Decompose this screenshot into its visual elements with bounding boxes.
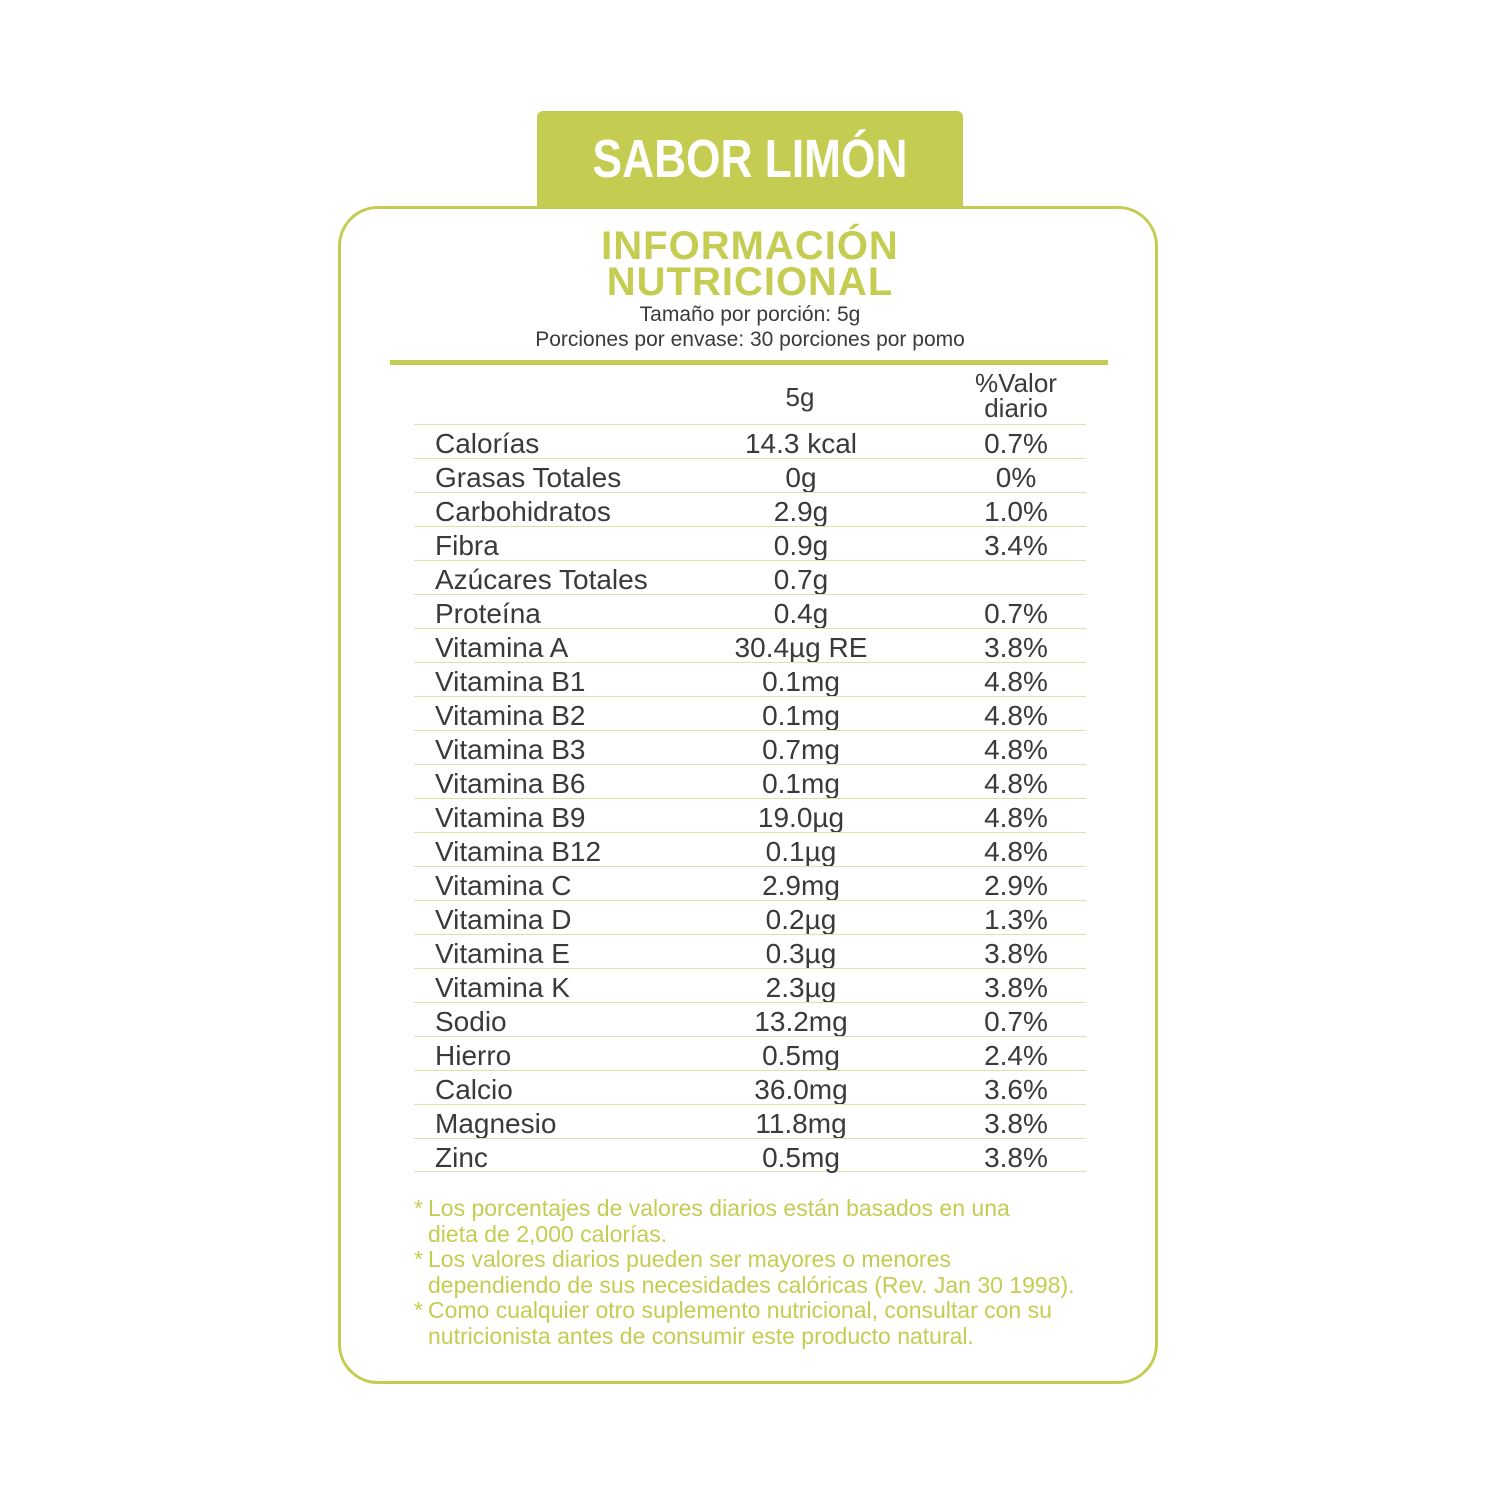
- table-row: [414, 492, 1086, 526]
- nutrient-daily-value: 1.0%: [984, 496, 1048, 527]
- footnote-line: Los porcentajes de valores diarios están basados en una: [428, 1195, 1010, 1221]
- nutrient-name: Vitamina B6: [435, 768, 586, 799]
- nutrient-daily-value: 4.8%: [984, 768, 1048, 799]
- nutrient-amount: 0.3µg: [765, 938, 837, 969]
- nutrient-amount: 0.2µg: [765, 904, 837, 935]
- nutrient-name: Grasas Totales: [435, 462, 622, 493]
- nutrient-daily-value: 4.8%: [984, 836, 1048, 867]
- title-line-1: INFORMACIÓN: [601, 224, 899, 268]
- nutrient-amount: 0.7mg: [762, 734, 840, 765]
- nutrient-daily-value: 3.8%: [984, 632, 1048, 663]
- table-row: [414, 730, 1086, 764]
- footnote-line: nutricionista antes de consumir este producto natural.: [428, 1322, 974, 1349]
- nutrient-name: Vitamina B2: [435, 700, 586, 731]
- table-row: [414, 1002, 1086, 1036]
- nutrient-name: Vitamina A: [435, 632, 569, 663]
- table-row: [414, 424, 1086, 458]
- footnote: [414, 1298, 1114, 1349]
- nutrient-amount: 0.1mg: [762, 768, 840, 799]
- nutrient-name: Vitamina D: [435, 904, 572, 935]
- nutrient-daily-value: 3.8%: [984, 1142, 1048, 1173]
- nutrient-name: Sodio: [435, 1006, 507, 1037]
- footnote: [414, 1247, 1114, 1298]
- nutrient-daily-value: 2.9%: [984, 870, 1048, 901]
- nutrient-amount: 2.9g: [773, 496, 829, 527]
- nutrient-amount: 0.1mg: [762, 666, 840, 697]
- nutrient-amount: 0.5mg: [762, 1040, 840, 1071]
- table-row: [414, 1036, 1086, 1070]
- nutrient-amount: 14.3 kcal: [744, 428, 858, 459]
- nutrient-name: Azúcares Totales: [435, 564, 648, 595]
- nutrient-amount: 36.0mg: [754, 1074, 848, 1105]
- column-header-daily-value: [916, 368, 1116, 423]
- table-row: [414, 696, 1086, 730]
- nutrient-amount: 13.2mg: [754, 1006, 848, 1037]
- nutrient-daily-value: 3.4%: [984, 530, 1048, 561]
- table-row: [414, 526, 1086, 560]
- footnote-line: dependiendo de sus necesidades calóricas (Rev. Jan 30 1998).: [428, 1271, 1075, 1298]
- nutrient-name: Carbohidratos: [435, 496, 611, 527]
- nutrient-daily-value: 4.8%: [984, 802, 1048, 833]
- nutrient-name: Vitamina B1: [435, 666, 586, 697]
- nutrient-daily-value: 0.7%: [984, 428, 1048, 459]
- nutrient-amount: 11.8mg: [755, 1108, 847, 1139]
- table-row: [414, 900, 1086, 934]
- table-row: [414, 1104, 1086, 1138]
- nutrient-daily-value: 3.8%: [984, 972, 1048, 1003]
- table-row: [414, 866, 1086, 900]
- nutrient-name: Calorías: [435, 428, 540, 459]
- nutrient-name: Vitamina B3: [435, 734, 586, 765]
- footnote-line: Los valores diarios pueden ser mayores o menores: [428, 1246, 951, 1272]
- nutrient-name: Vitamina C: [435, 870, 572, 901]
- table-row: [414, 968, 1086, 1002]
- footnote-asterisk: *: [414, 1297, 423, 1323]
- nutrient-daily-value: 4.8%: [984, 700, 1048, 731]
- nutrient-name: Vitamina B9: [435, 802, 586, 833]
- nutrient-name: Vitamina K: [435, 972, 570, 1003]
- table-row: [414, 1138, 1086, 1172]
- nutrient-name: Proteína: [435, 598, 541, 629]
- column-header-amount: 5g: [785, 382, 815, 412]
- table-row: [414, 662, 1086, 696]
- table-row: [414, 628, 1086, 662]
- footnote-asterisk: *: [414, 1246, 423, 1272]
- table-row: [414, 764, 1086, 798]
- nutrient-amount: 0.5mg: [762, 1142, 840, 1173]
- column-header-daily-value-line2: diario: [984, 393, 1048, 423]
- flavor-tab: [537, 111, 963, 207]
- nutrient-amount: 0.9g: [773, 530, 829, 561]
- footnote: [414, 1196, 1114, 1247]
- nutrient-daily-value: 0.7%: [984, 598, 1048, 629]
- table-row: [414, 1070, 1086, 1104]
- serving-size: Tamaño por porción: 5g: [639, 303, 861, 326]
- nutrient-daily-value: 1.3%: [984, 904, 1048, 935]
- nutrient-name: Calcio: [435, 1074, 513, 1105]
- title-line-2: NUTRICIONAL: [606, 260, 894, 304]
- nutrient-amount: 19.0µg: [757, 802, 845, 833]
- footnotes: [414, 1196, 1114, 1349]
- nutrient-name: Fibra: [435, 530, 499, 561]
- nutrient-amount: 2.9mg: [762, 870, 840, 901]
- nutrient-amount: 0.4g: [773, 598, 829, 629]
- nutrient-daily-value: 4.8%: [984, 666, 1048, 697]
- table-row: [414, 594, 1086, 628]
- nutrient-amount: 0.1mg: [762, 700, 840, 731]
- nutrient-name: Vitamina B12: [435, 836, 602, 867]
- footnote-line: Como cualquier otro suplemento nutricional, consultar con su: [428, 1297, 1052, 1323]
- table-row: [414, 832, 1086, 866]
- nutrient-daily-value: 0%: [995, 462, 1037, 493]
- nutrient-table: [414, 424, 1086, 1172]
- nutrient-daily-value: 3.8%: [984, 1108, 1048, 1139]
- header-divider: [390, 360, 1108, 365]
- table-row: [414, 798, 1086, 832]
- flavor-label: SABOR LIMÓN: [592, 129, 908, 189]
- nutrient-name: Vitamina E: [435, 938, 570, 969]
- footnote-line: dieta de 2,000 calorías.: [428, 1220, 668, 1247]
- nutrient-amount: 0.7g: [773, 564, 829, 595]
- table-row: [414, 560, 1086, 594]
- nutrient-daily-value: 3.8%: [984, 938, 1048, 969]
- nutrient-daily-value: 3.6%: [984, 1074, 1048, 1105]
- nutrient-name: Zinc: [435, 1142, 488, 1173]
- servings-per-container: Porciones por envase: 30 porciones por pomo: [535, 328, 965, 351]
- nutrient-daily-value: 2.4%: [984, 1040, 1048, 1071]
- table-row: [414, 458, 1086, 492]
- nutrient-name: Magnesio: [435, 1108, 557, 1139]
- nutrient-amount: 2.3µg: [765, 972, 837, 1003]
- nutrient-name: Hierro: [435, 1040, 512, 1071]
- table-row: [414, 934, 1086, 968]
- footnote-asterisk: *: [414, 1195, 423, 1221]
- column-header-daily-value-line1: %Valor: [975, 368, 1057, 398]
- nutrient-daily-value: 4.8%: [984, 734, 1048, 765]
- nutrient-amount: 0g: [785, 462, 817, 493]
- nutrient-amount: 0.1µg: [765, 836, 837, 867]
- nutrient-amount: 30.4µg RE: [734, 632, 868, 663]
- nutrient-daily-value: 0.7%: [984, 1006, 1048, 1037]
